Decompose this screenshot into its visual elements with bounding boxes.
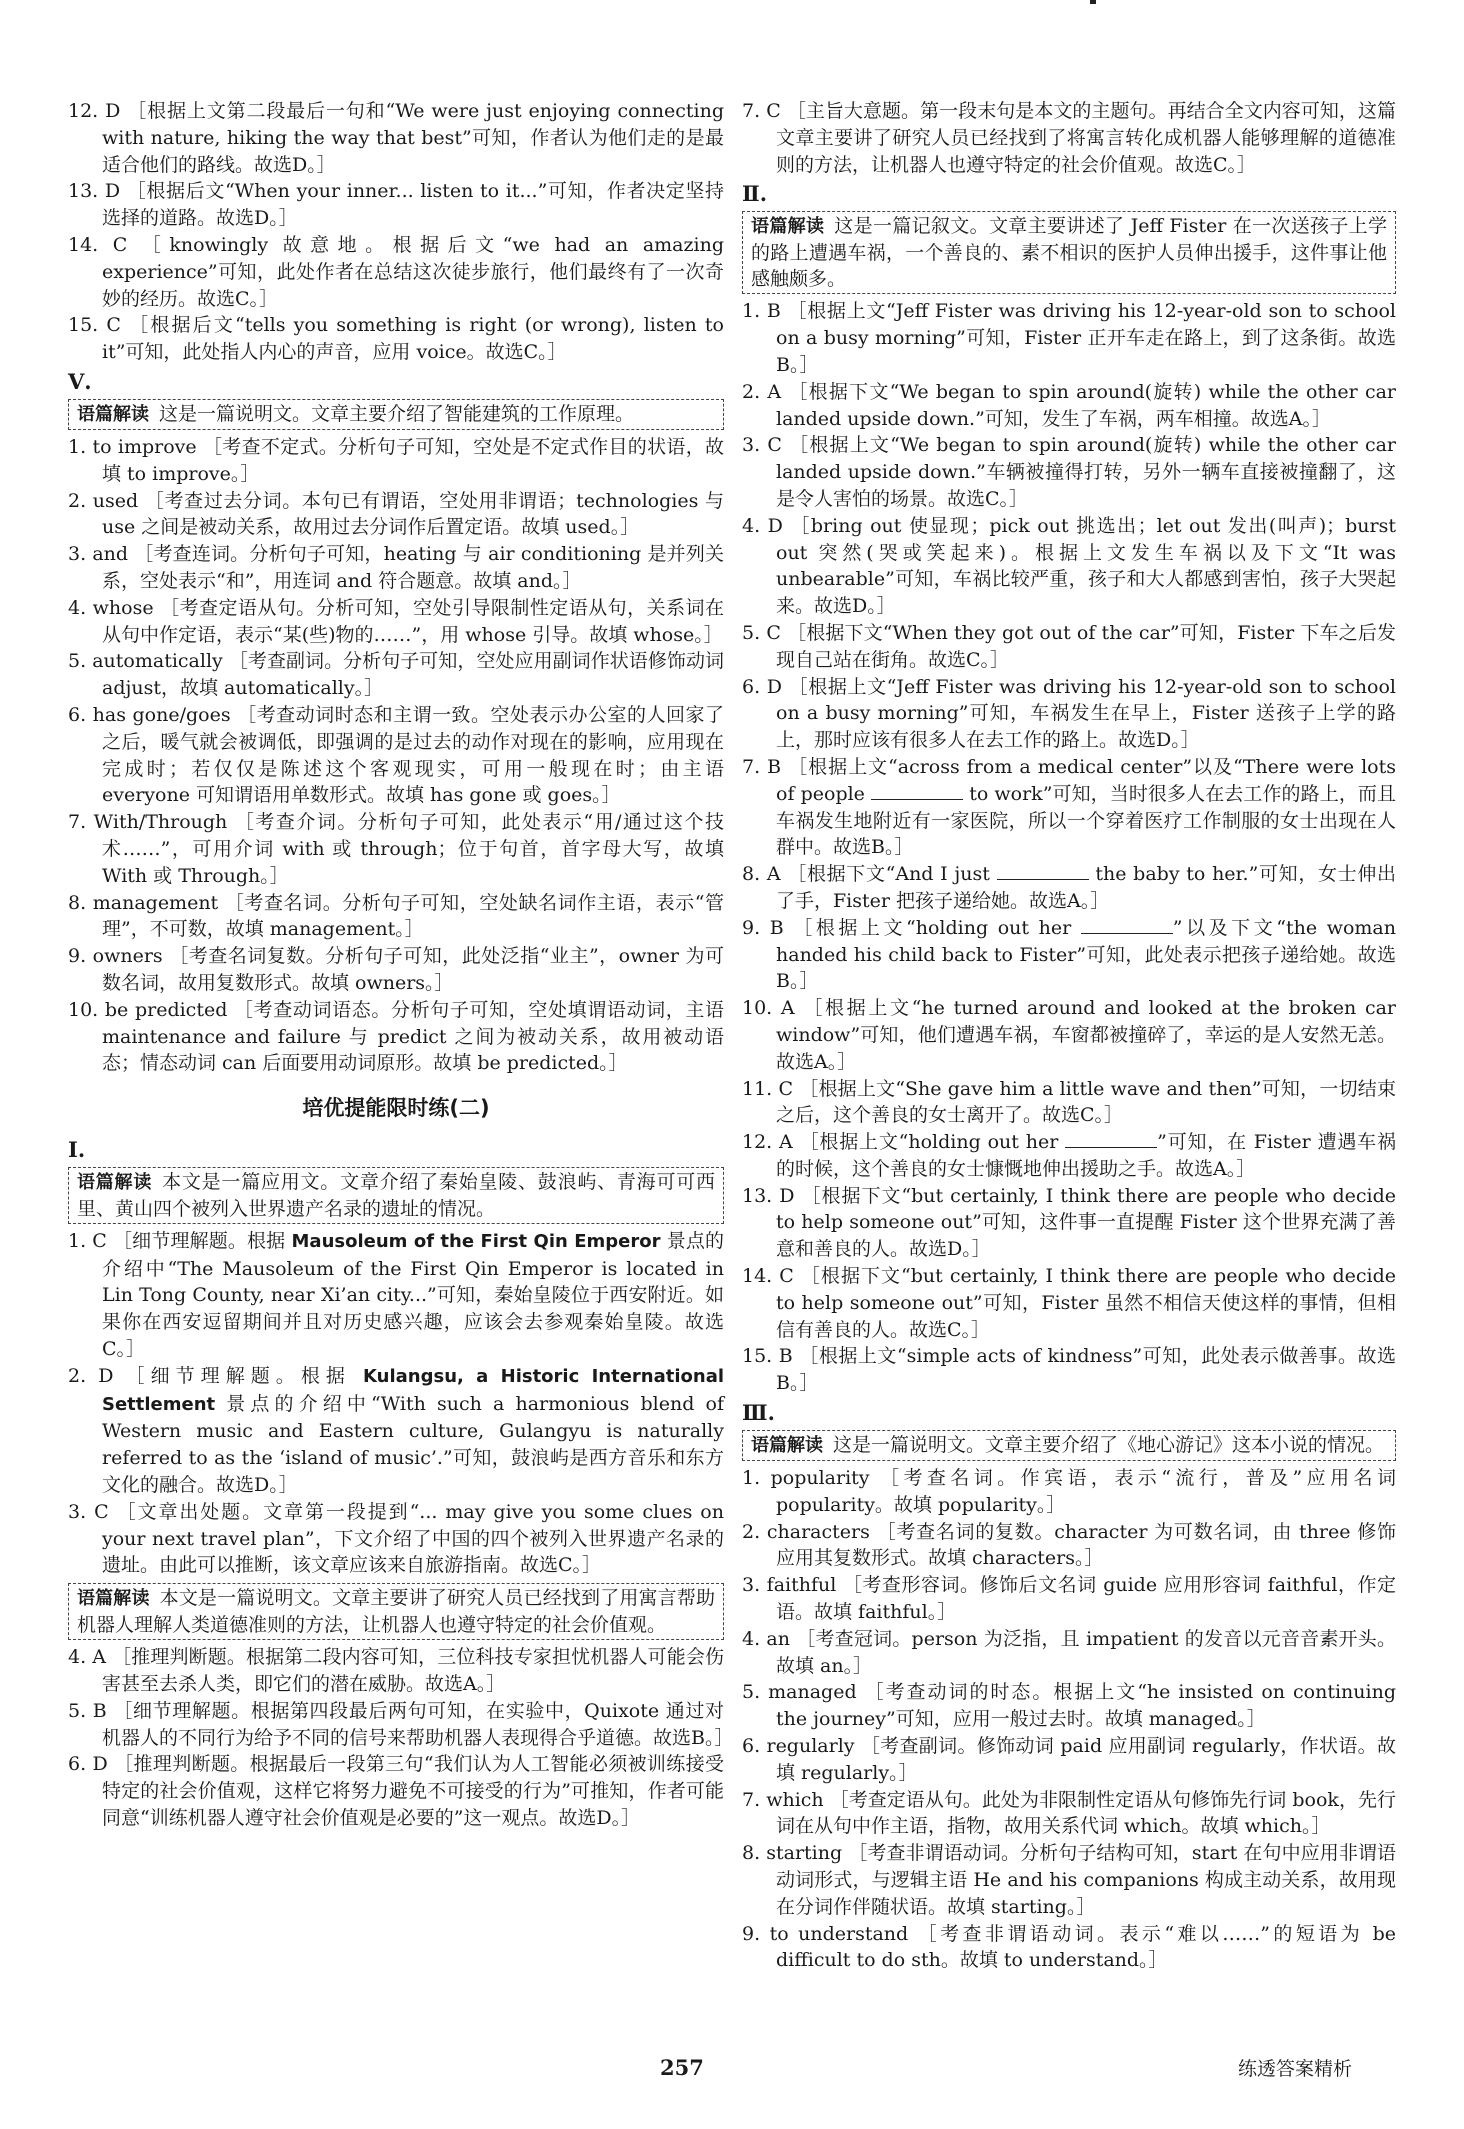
reading-analysis-text: 这是一篇说明文。文章主要介绍了智能建筑的工作原理。 <box>159 402 635 425</box>
answer-item: 9. owners ［考查名词复数。分析句子可知，此处泛指“业主”，owner 为可数名词，故用复数形式。故填 owners。］ <box>68 945 724 994</box>
answer-item: 13. D ［根据下文“but certainly, I think there are people who decide to help someone out”可知，这件事一直提醒 Fister 这个世界充满了善意和善良的人。故选D。］ <box>742 1184 1396 1261</box>
answer-item: 3. C ［文章出处题。文章第一段提到“... may give you some clues on your next travel plan”，下文介绍了中国的四个被列入世界遗产名录的遗址。由此可以推断，该文章应该来自旅游指南。故选C。］ <box>68 1500 724 1577</box>
answer-blank <box>1065 1129 1157 1148</box>
answer-item: 5. C ［根据下文“When they got out of the car”可知，Fister 下车之后发现自己站在街角。故选C。］ <box>742 621 1396 671</box>
answer-item: 15. B ［根据上文“simple acts of kindness”可知，此处表示做善事。故选B。］ <box>742 1345 1396 1395</box>
answer-item: 12. D ［根据上文第二段最后一句和“We were just enjoying connecting with nature, hiking the way that best”可知，作者认为他们走的是最适合他们的路线。故选D。］ <box>68 100 724 176</box>
left-column <box>68 98 734 1832</box>
answer-item: 8. starting ［考查非谓语动词。分析句子结构可知，start 在句中应用非谓语动词形式，与逻辑主语 He and his companions 构成主动关系，故用现在分词作伴随状语。故填 starting。］ <box>742 1842 1396 1918</box>
answer-item: 7. C ［主旨大意题。第一段末句是本文的主题句。再结合全文内容可知，这篇文章主要讲了研究人员已经找到了将寓言转化成机器人能够理解的道德准则的方法，让机器人也遵守特定的社会价值观。故选C。］ <box>742 100 1396 176</box>
reading-analysis-tag: 语篇解读 <box>77 1171 153 1193</box>
answer-item: 12. A ［根据上文“holding out her ”可知，在 Fister 遭遇车祸的时候，这个善良的女士慷慨地伸出援助之手。故选A。］ <box>742 1131 1396 1180</box>
answer-item: 6. D ［根据上文“Jeff Fister was driving his 12-year-old son to school on a busy morning”可知，车祸发生在早上，Fister 送孩子上学的路上，那时应该有很多人在去工作的路上。故选D。］ <box>742 675 1396 752</box>
answer-item: 10. be predicted ［考查动词语态。分析句子可知，空处填谓语动词，主语 maintenance and failure 与 predict 之间为被动关系，故用被动语态；情态动词 can 后面要用动词原形。故填 be predicted。］ <box>68 998 724 1075</box>
answer-item: 13. D ［根据后文“When your inner... listen to it...”可知，作者决定坚持选择的道路。故选D。］ <box>68 180 724 230</box>
answer-item: 6. D ［推理判断题。根据最后一段第三句“我们认为人工智能必须被训练接受特定的社会价值观，这样它将努力避免不可接受的行为”可推知，作者可能同意“训练机器人遵守社会价值观是必要的”这一观点。故选D。］ <box>68 1753 724 1830</box>
answer-item: 3. and ［考查连词。分析句子可知，heating 与 air conditioning 是并列关系，空处表示“和”，用连词 and 符合题意。故填 and。］ <box>68 543 724 592</box>
answer-blank <box>871 781 963 800</box>
answer-item: 3. C ［根据上文“We began to spin around(旋转) while the other car landed upside down.”车辆被撞得打转，另外一辆车直接被撞翻了，这是令人害怕的场景。故选C。］ <box>742 434 1396 510</box>
answer-item: 4. whose ［考查定语从句。分析可知，空处引导限制性定语从句，关系词在从句中作定语，表示“某(些)物的……”，用 whose 引导。故填 whose。］ <box>68 596 724 646</box>
answer-item: 15. C ［根据后文“tells you something is right (or wrong), listen to it”可知，此处指人内心的声音，应用 voice。故选C。］ <box>68 314 724 364</box>
answer-item: 3. faithful ［考查形容词。修饰后文名词 guide 应用形容词 faithful，作定语。故填 faithful。］ <box>742 1574 1396 1624</box>
reading-analysis-tag: 语篇解读 <box>751 216 825 238</box>
answer-blank <box>997 861 1089 880</box>
reading-analysis-text: 这是一篇记叙文。文章主要讲述了 Jeff Fister 在一次送孩子上学的路上遭遇车祸，一个善良的、素不相识的医护人员伸出援手，这件事让他感触颇多。 <box>751 215 1388 291</box>
footer-label: 练透答案精析 <box>1237 2058 1352 2080</box>
answer-item: 11. C ［根据上文“She gave him a little wave and then”可知，一切结束之后，这个善良的女士离开了。故选C。］ <box>742 1077 1396 1127</box>
answer-item: 2. D ［细节理解题。根据 Kulangsu, a Historic International Settlement 景点的介绍中“With such a harmonious blend of Western music and Eastern culture, Gulangyu is naturally referred to as the ‘island of music’.”可知，鼓浪屿是西方音乐和东方文化的融合。故选D。］ <box>68 1364 725 1497</box>
answer-item: 1. popularity ［考查名词。作宾语，表示“流行，普及”应用名词 popularity。故填 popularity。］ <box>742 1467 1396 1516</box>
answer-item: 1. B ［根据上文“Jeff Fister was driving his 12-year-old son to school on a busy morning”可知，Fister 正开车走在路上，到了这条街。故选B。］ <box>742 300 1396 376</box>
answer-item: 6. regularly ［考查副词。修饰动词 paid 应用副词 regularly，作状语。故填 regularly。］ <box>742 1735 1396 1784</box>
top-edge-mark <box>1090 0 1096 4</box>
answer-item: 14. C ［根据下文“but certainly, I think there are people who decide to help someone out”可知，Fister 虽然不相信天使这样的事情，但相信有善良的人。故选C。］ <box>742 1265 1396 1341</box>
answer-item: 7. which ［考查定语从句。此处为非限制性定语从句修饰先行词 book，先行词在从句中作主语，指物，故用关系代词 which。故填 which。］ <box>742 1788 1396 1838</box>
answer-item: 7. B ［根据上文“across from a medical center”以及“There were lots of people to work”可知，当时很多人在去工作的路上，而且车祸发生地附近有一家医院，所以一个穿着医疗工作制服的女士出现在人群中。故选B。］ <box>742 755 1396 859</box>
page-number: 257 <box>660 2055 704 2080</box>
answer-item: 5. B ［细节理解题。根据第四段最后两句可知，在实验中，Quixote 通过对机器人的不同行为给予不同的信号来帮助机器人表现得合乎道德。故选B。］ <box>68 1699 734 1749</box>
answer-item: 2. A ［根据下文“We began to spin around(旋转) while the other car landed upside down.”可知，发生了车祸，两车相撞。故选A。］ <box>742 380 1396 430</box>
reading-analysis-tag: 语篇解读 <box>77 1588 150 1610</box>
reading-analysis-box <box>742 211 1396 294</box>
answer-item: 10. A ［根据上文“he turned around and looked at the broken car window”可知，他们遭遇车祸，车窗都被撞碎了，幸运的是人安然无恙。故选A。］ <box>742 997 1396 1073</box>
right-column <box>742 98 1396 1974</box>
section-numeral: Ⅴ. <box>68 368 92 394</box>
reading-analysis-text: 本文是一篇应用文。文章介绍了秦始皇陵、鼓浪屿、青海可可西里、黄山四个被列入世界遗产名录的遗址的情况。 <box>77 1170 716 1220</box>
answer-item: 1. to improve ［考查不定式。分析句子可知，空处是不定式作目的状语，故填 to improve。］ <box>68 435 724 485</box>
reading-analysis-box <box>68 1167 724 1224</box>
reading-analysis-text: 本文是一篇说明文。文章主要讲了研究人员已经找到了用寓言帮助机器人理解人类道德准则的方法，让机器人也遵守特定的社会价值观。 <box>77 1587 715 1637</box>
section-numeral: Ⅰ. <box>68 1136 86 1162</box>
reading-analysis-box <box>742 1430 1396 1461</box>
answer-item: 9. B ［根据上文“holding out her ”以及下文“the woman handed his child back to Fister”可知，此处表示把孩子递给她。故选B。］ <box>742 916 1396 993</box>
answer-blank <box>1081 915 1173 934</box>
reading-analysis-text: 这是一篇说明文。文章主要介绍了《地心游记》这本小说的情况。 <box>833 1434 1385 1457</box>
answer-item: 6. has gone/goes ［考查动词时态和主谓一致。空处表示办公室的人回家了之后，暖气就会被调低，即强调的是过去的动作对现在的影响，应用现在完成时；若仅仅是陈述这个客观现实，可用一般现在时；由主语 everyone 可知谓语用单数形式。故填 has gone 或 goes。］ <box>68 703 724 807</box>
reading-analysis-box <box>68 399 724 430</box>
section-title: 培优提能限时练(二) <box>302 1096 490 1121</box>
answer-item: 1. C ［细节理解题。根据 Mausoleum of the First Qin Emperor 景点的介绍中“The Mausoleum of the First Qin Emperor is located in Lin Tong County, near Xi’an city...”可知，秦始皇陵位于西安附近。如果你在西安逗留期间并且对历史感兴趣，应该会去参观秦始皇陵。故选C。］ <box>68 1229 724 1361</box>
answer-item: 2. used ［考查过去分词。本句已有谓语，空处用非谓语；technologies 与 use 之间是被动关系，故用过去分词作后置定语。故填 used。］ <box>68 489 724 539</box>
answer-item: 9. to understand ［考查非谓语动词。表示“难以……”的短语为 be difficult to do sth。故填 to understand。］ <box>742 1922 1396 1972</box>
section-numeral: Ⅲ. <box>742 1400 775 1426</box>
answer-item: 8. management ［考查名词。分析句子可知，空处缺名词作主语，表示“管理”，不可数，故填 management。］ <box>68 891 724 941</box>
answer-item: 14. C ［knowingly 故意地。根据后文“we had an amazing experience”可知，此处作者在总结这次徒步旅行，他们最终有了一次奇妙的经历。故选C。］ <box>68 233 724 310</box>
answer-item: 4. an ［考查冠词。person 为泛指，且 impatient 的发音以元音音素开头。故填 an。］ <box>742 1627 1396 1677</box>
answer-item: 5. automatically ［考查副词。分析句子可知，空处应用副词作状语修饰动词 adjust，故填 automatically。］ <box>68 650 724 700</box>
answer-item: 8. A ［根据下文“And I just the baby to her.”可知，女士伸出了手，Fister 把孩子递给她。故选A。］ <box>742 863 1397 912</box>
answer-item: 2. characters ［考查名词的复数。character 为可数名词，由 three 修饰应用其复数形式。故填 characters。］ <box>742 1520 1396 1570</box>
answer-item: 7. With/Through ［考查介词。分析句子可知，此处表示“用/通过这个技术……”，可用介词 with 或 through；位于句首，首字母大写，故填 With 或 Through。］ <box>68 811 724 887</box>
section-numeral: Ⅱ. <box>742 181 768 207</box>
answer-item: 4. A ［推理判断题。根据第二段内容可知，三位科技专家担忧机器人可能会伤害甚至去杀人类，即它们的潜在威胁。故选A。］ <box>68 1646 724 1696</box>
answer-item: 4. D ［bring out 使显现；pick out 挑选出；let out 发出(叫声)；burst out 突然(哭或笑起来)。根据上文发生车祸以及下文“It was unbearable”可知，车祸比较严重，孩子和大人都感到害怕，孩子大哭起来。故选D。］ <box>742 514 1396 618</box>
reading-analysis-tag: 语篇解读 <box>77 403 149 425</box>
reading-analysis-tag: 语篇解读 <box>751 1435 823 1457</box>
answer-item: 5. managed ［考查动词的时态。根据上文“he insisted on continuing the journey”可知，应用一般过去时。故填 managed。］ <box>742 1681 1396 1731</box>
reading-analysis-box <box>68 1583 724 1640</box>
